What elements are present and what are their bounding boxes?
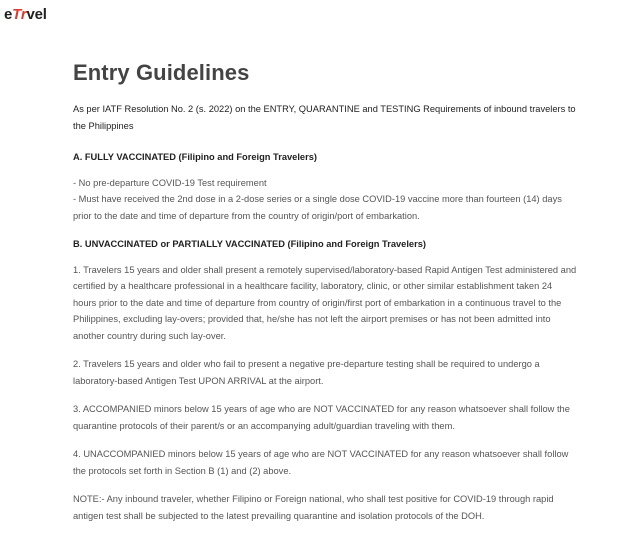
section-a-item: - No pre-departure COVID-19 Test requirement: [73, 177, 267, 188]
section-b-paragraph-3: 3. ACCOMPANIED minors below 15 years of age who are NOT VACCINATED for any reason whatsoever shall follow the quarantine protocols of their parent/s or an accompanying adult/guardian traveling with them.: [73, 404, 570, 431]
logo-accent: Tr: [12, 6, 27, 23]
section-b-note: NOTE:- Any inbound traveler, whether Filipino or Foreign national, who shall test positive for COVID-19 through rapid antigen test shall be subjected to the latest prevailing quarantine and isolation protocols of the DOH.: [73, 494, 554, 521]
section-a-item: - Must have received the 2nd dose in a 2-dose series or a single dose COVID-19 vaccine more than fourteen (14) days prior to the date and time of departure from the country of origin/port of embarkation.: [73, 194, 562, 221]
etravel-logo[interactable]: [4, 6, 47, 23]
page-title: Entry Guidelines: [73, 60, 250, 85]
logo-suffix: vel: [26, 6, 47, 23]
logo-prefix: e: [4, 6, 13, 23]
section-b-paragraph-2: 2. Travelers 15 years and older who fail to present a negative pre-departure testing shall be required to undergo a laboratory-based Antigen Test UPON ARRIVAL at the airport.: [73, 359, 540, 386]
section-b-paragraph-1: 1. Travelers 15 years and older shall present a remotely supervised/laboratory-based Rapid Antigen Test administered and certified by a healthcare professional in a healthcare facility, laboratory, clinic, or other similar establishment taken 24 hours prior to the date and time of departure from country of origin/first port of embarkation in a continuous travel to the Philippines, excluding lay-overs; provided that, he/she has not left the airport premises or has not been admitted into another country during such lay-over.: [73, 264, 577, 341]
section-b-heading: B. UNVACCINATED or PARTIALLY VACCINATED (Filipino and Foreign Travelers): [73, 239, 426, 249]
section-a-list: [73, 175, 578, 225]
entry-guidelines-content: [73, 60, 578, 536]
intro-text: As per IATF Resolution No. 2 (s. 2022) on the ENTRY, QUARANTINE and TESTING Requirements of inbound travelers to the Philippines: [73, 104, 576, 131]
section-a-heading: A. FULLY VACCINATED (Filipino and Foreign Travelers): [73, 152, 317, 162]
section-b-paragraph-4: 4. UNACCOMPANIED minors below 15 years of age who are NOT VACCINATED for any reason whatsoever shall follow the protocols set forth in Section B (1) and (2) above.: [73, 449, 569, 476]
